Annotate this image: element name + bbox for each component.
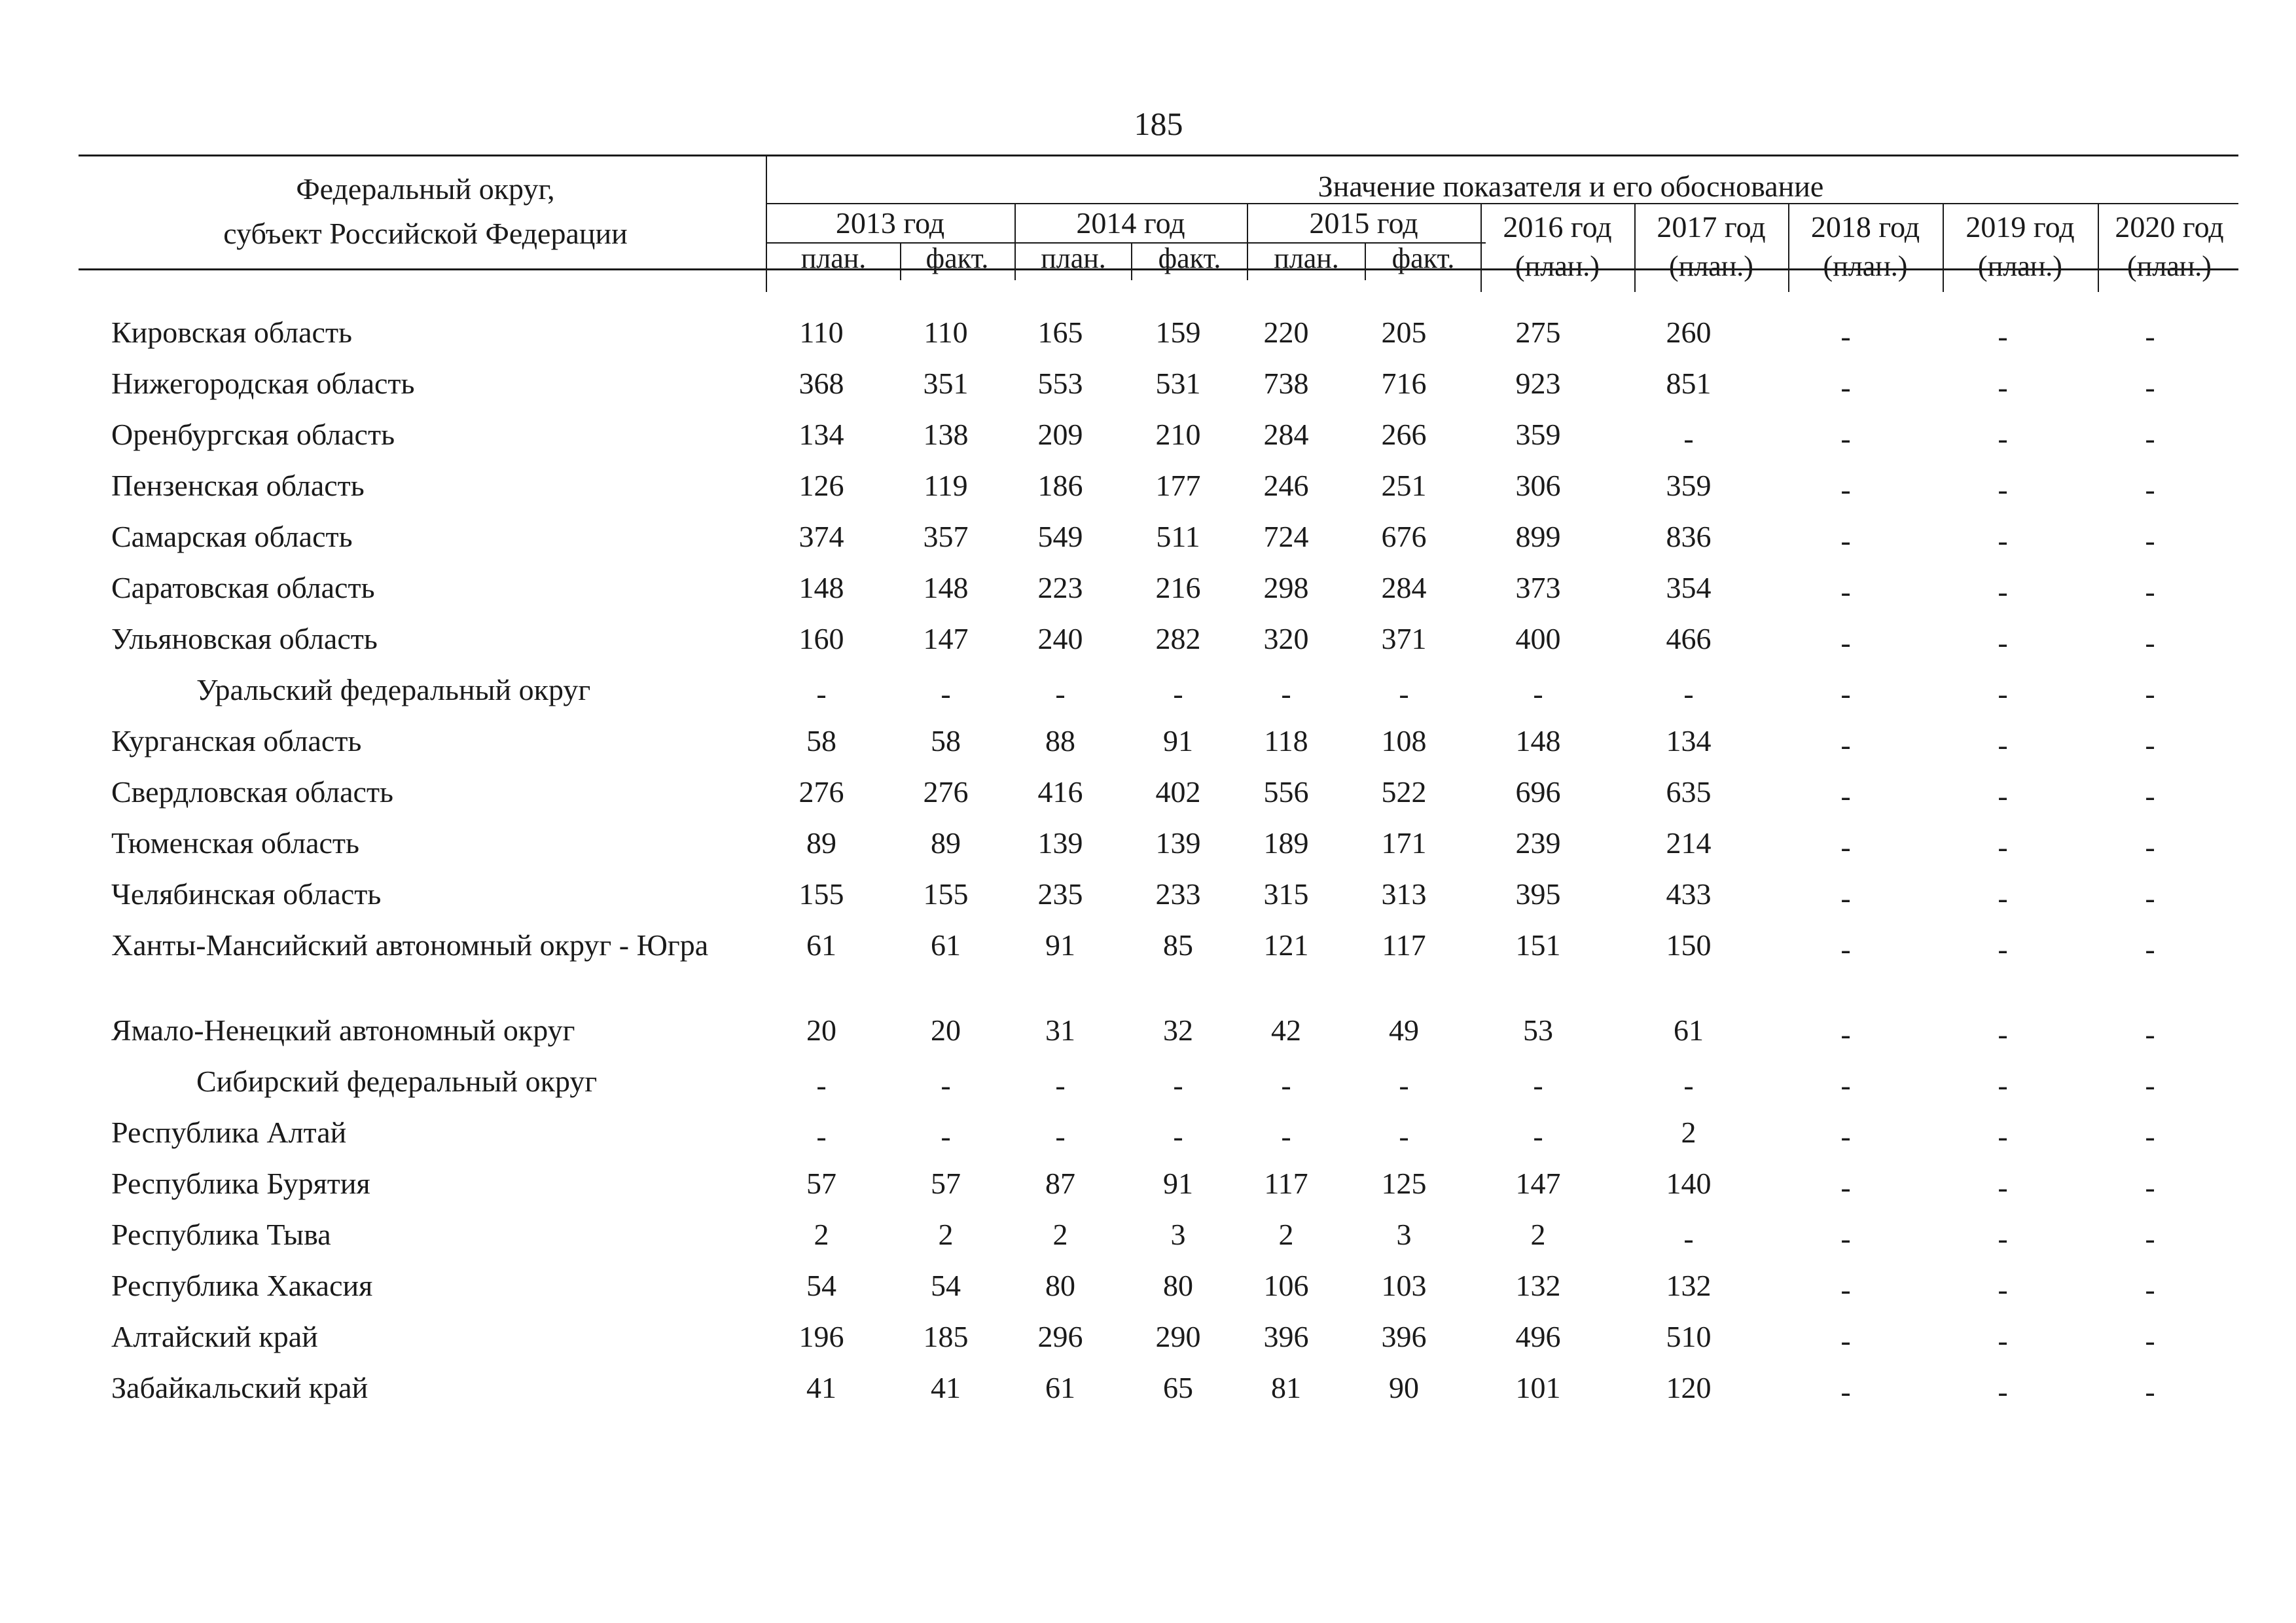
cell-2013-plan: 89 bbox=[806, 826, 836, 860]
cell-2016-plan: - bbox=[1533, 1120, 1543, 1153]
cell-2019-plan: - bbox=[1998, 626, 2008, 659]
cell-2014-fact: - bbox=[1173, 1120, 1183, 1153]
region-name: Алтайский край bbox=[111, 1320, 318, 1353]
region-name: Пензенская область bbox=[111, 469, 365, 502]
cell-2013-plan: 41 bbox=[806, 1371, 836, 1404]
cell-2019-plan: - bbox=[1998, 1273, 2008, 1306]
cell-2015-fact: 103 bbox=[1381, 1269, 1427, 1302]
cell-2019-plan: - bbox=[1998, 1375, 2008, 1408]
cell-2017-plan: - bbox=[1683, 677, 1694, 710]
cell-2015-fact: 3 bbox=[1396, 1218, 1412, 1251]
subheader-2019-plan: (план.) bbox=[1978, 250, 2062, 282]
cell-2018-plan: - bbox=[1840, 932, 1851, 966]
cell-2013-fact: 61 bbox=[931, 928, 961, 962]
cell-2019-plan: - bbox=[1998, 575, 2008, 608]
cell-2017-plan: 150 bbox=[1666, 928, 1712, 962]
cell-2020-plan: - bbox=[2145, 1017, 2155, 1051]
cell-2020-plan: - bbox=[2145, 1273, 2155, 1306]
cell-2013-fact: 110 bbox=[924, 316, 968, 349]
cell-2015-fact: 251 bbox=[1381, 469, 1427, 502]
subheader-2017-plan: (план.) bbox=[1669, 250, 1753, 282]
cell-2015-plan: 315 bbox=[1263, 877, 1309, 911]
cell-2018-plan: - bbox=[1840, 728, 1851, 761]
cell-2016-plan: 496 bbox=[1515, 1320, 1561, 1353]
cell-2018-plan: - bbox=[1840, 881, 1851, 915]
cell-2018-plan: - bbox=[1840, 779, 1851, 812]
cell-2018-plan: - bbox=[1840, 422, 1851, 455]
cell-2017-plan: 2 bbox=[1681, 1116, 1696, 1149]
cell-2015-fact: 396 bbox=[1381, 1320, 1427, 1353]
cell-2017-plan: - bbox=[1683, 422, 1694, 455]
cell-2020-plan: - bbox=[2145, 319, 2155, 353]
cell-2015-fact: 90 bbox=[1389, 1371, 1419, 1404]
cell-2013-fact: 138 bbox=[923, 418, 969, 451]
cell-2019-plan: - bbox=[1998, 524, 2008, 557]
year-2017-header: 2017 год bbox=[1657, 210, 1766, 244]
region-name: Саратовская область bbox=[111, 571, 375, 604]
cell-2014-fact: 32 bbox=[1163, 1013, 1193, 1047]
cell-2020-plan: - bbox=[2145, 677, 2155, 710]
subheader-2014-plan: план. bbox=[1041, 242, 1106, 274]
cell-2014-fact: 177 bbox=[1155, 469, 1201, 502]
cell-2013-plan: 20 bbox=[806, 1013, 836, 1047]
cell-2015-fact: 171 bbox=[1381, 826, 1427, 860]
cell-2014-fact: 85 bbox=[1163, 928, 1193, 962]
cell-2016-plan: 147 bbox=[1515, 1167, 1561, 1200]
cell-2015-plan: 298 bbox=[1263, 571, 1309, 604]
cell-2020-plan: - bbox=[2145, 1324, 2155, 1357]
cell-2016-plan: 2 bbox=[1530, 1218, 1546, 1251]
cell-2017-plan: - bbox=[1683, 1068, 1694, 1102]
region-column-header-line1: Федеральный округ, bbox=[296, 172, 555, 206]
header-top-rule bbox=[79, 155, 2238, 156]
cell-2017-plan: 433 bbox=[1666, 877, 1712, 911]
cell-2016-plan: - bbox=[1533, 1068, 1543, 1102]
cell-2014-fact: 210 bbox=[1155, 418, 1201, 451]
cell-2015-fact: 49 bbox=[1389, 1013, 1419, 1047]
cell-2019-plan: - bbox=[1998, 319, 2008, 353]
cell-2015-fact: 716 bbox=[1381, 367, 1427, 400]
region-name: Республика Хакасия bbox=[111, 1269, 373, 1302]
cell-2015-plan: 246 bbox=[1263, 469, 1309, 502]
year-2015-header: 2015 год bbox=[1309, 206, 1418, 240]
cell-2018-plan: - bbox=[1840, 1375, 1851, 1408]
cell-2015-fact: 522 bbox=[1381, 775, 1427, 809]
cell-2018-plan: - bbox=[1840, 1273, 1851, 1306]
cell-2020-plan: - bbox=[2145, 422, 2155, 455]
cell-2013-plan: - bbox=[816, 1120, 827, 1153]
region-name: Самарская область bbox=[111, 520, 353, 553]
cell-2014-fact: 65 bbox=[1163, 1371, 1193, 1404]
cell-2019-plan: - bbox=[1998, 677, 2008, 710]
region-name: Нижегородская область bbox=[111, 367, 415, 400]
cell-2015-fact: 266 bbox=[1381, 418, 1427, 451]
cell-2014-fact: 282 bbox=[1155, 622, 1201, 655]
region-name: Свердловская область bbox=[111, 775, 394, 809]
subheader-2013-plan: план. bbox=[800, 242, 867, 274]
cell-2016-plan: 359 bbox=[1515, 418, 1561, 451]
cell-2016-plan: 151 bbox=[1515, 928, 1561, 962]
cell-2014-plan: 61 bbox=[1045, 1371, 1075, 1404]
cell-2014-plan: 91 bbox=[1045, 928, 1075, 962]
cell-2013-plan: 276 bbox=[798, 775, 844, 809]
cell-2014-fact: 511 bbox=[1156, 520, 1200, 553]
cell-2014-plan: 31 bbox=[1045, 1013, 1075, 1047]
cell-2018-plan: - bbox=[1840, 830, 1851, 864]
cell-2014-plan: 80 bbox=[1045, 1269, 1075, 1302]
page-number: 185 bbox=[1134, 105, 1183, 142]
cell-2019-plan: - bbox=[1998, 1222, 2008, 1255]
cell-2018-plan: - bbox=[1840, 677, 1851, 710]
cell-2014-plan: - bbox=[1055, 1120, 1066, 1153]
cell-2013-plan: - bbox=[816, 1068, 827, 1102]
cell-2020-plan: - bbox=[2145, 1068, 2155, 1102]
region-name: Кировская область bbox=[111, 316, 353, 349]
cell-2016-plan: 696 bbox=[1515, 775, 1561, 809]
cell-2016-plan: 239 bbox=[1515, 826, 1561, 860]
cell-2014-plan: - bbox=[1055, 1068, 1066, 1102]
cell-2015-plan: - bbox=[1281, 677, 1291, 710]
cell-2013-fact: 147 bbox=[923, 622, 969, 655]
cell-2020-plan: - bbox=[2145, 881, 2155, 915]
cell-2018-plan: - bbox=[1840, 1120, 1851, 1153]
subheader-2020-plan: (план.) bbox=[2127, 250, 2212, 282]
cell-2019-plan: - bbox=[1998, 1068, 2008, 1102]
cell-2016-plan: 148 bbox=[1515, 724, 1561, 757]
cell-2013-plan: 54 bbox=[806, 1269, 836, 1302]
cell-2020-plan: - bbox=[2145, 932, 2155, 966]
year-2020-header: 2020 год bbox=[2115, 210, 2224, 244]
cell-2019-plan: - bbox=[1998, 830, 2008, 864]
cell-2015-fact: 117 bbox=[1382, 928, 1426, 962]
cell-2014-plan: 553 bbox=[1037, 367, 1083, 400]
region-name: Ямало-Ненецкий автономный округ bbox=[111, 1013, 575, 1047]
cell-2014-fact: 91 bbox=[1163, 1167, 1193, 1200]
subheader-2016-plan: (план.) bbox=[1515, 250, 1600, 282]
cell-2014-fact: 139 bbox=[1155, 826, 1201, 860]
cell-2015-plan: 556 bbox=[1263, 775, 1309, 809]
cell-2013-fact: 41 bbox=[931, 1371, 961, 1404]
cell-2013-fact: - bbox=[941, 677, 951, 710]
cell-2018-plan: - bbox=[1840, 319, 1851, 353]
cell-2014-fact: 531 bbox=[1155, 367, 1201, 400]
cell-2014-plan: 87 bbox=[1045, 1167, 1075, 1200]
cell-2015-plan: 738 bbox=[1263, 367, 1309, 400]
cell-2015-fact: 676 bbox=[1381, 520, 1427, 553]
cell-2020-plan: - bbox=[2145, 524, 2155, 557]
cell-2017-plan: 354 bbox=[1666, 571, 1712, 604]
cell-2015-fact: 205 bbox=[1381, 316, 1427, 349]
cell-2014-fact: 402 bbox=[1155, 775, 1201, 809]
cell-2015-fact: 371 bbox=[1381, 622, 1427, 655]
cell-2016-plan: 306 bbox=[1515, 469, 1561, 502]
cell-2019-plan: - bbox=[1998, 779, 2008, 812]
cell-2018-plan: - bbox=[1840, 473, 1851, 506]
cell-2015-fact: 284 bbox=[1381, 571, 1427, 604]
cell-2015-plan: 117 bbox=[1264, 1167, 1308, 1200]
cell-2019-plan: - bbox=[1998, 881, 2008, 915]
cell-2015-plan: 106 bbox=[1263, 1269, 1309, 1302]
cell-2017-plan: 260 bbox=[1666, 316, 1712, 349]
cell-2020-plan: - bbox=[2145, 473, 2155, 506]
cell-2013-fact: 185 bbox=[923, 1320, 969, 1353]
cell-2018-plan: - bbox=[1840, 575, 1851, 608]
cell-2017-plan: 214 bbox=[1666, 826, 1712, 860]
cell-2015-fact: - bbox=[1399, 1120, 1409, 1153]
cell-2013-plan: 126 bbox=[798, 469, 844, 502]
cell-2017-plan: 635 bbox=[1666, 775, 1712, 809]
district-name: Сибирский федеральный округ bbox=[196, 1065, 598, 1098]
cell-2013-fact: - bbox=[941, 1120, 951, 1153]
cell-2018-plan: - bbox=[1840, 1324, 1851, 1357]
cell-2014-fact: - bbox=[1173, 1068, 1183, 1102]
region-name: Республика Бурятия bbox=[111, 1167, 370, 1200]
cell-2016-plan: 400 bbox=[1515, 622, 1561, 655]
cell-2019-plan: - bbox=[1998, 1017, 2008, 1051]
subheader-2018-plan: (план.) bbox=[1823, 250, 1908, 282]
cell-2015-plan: 220 bbox=[1263, 316, 1309, 349]
cell-2020-plan: - bbox=[2145, 1120, 2155, 1153]
cell-2018-plan: - bbox=[1840, 1068, 1851, 1102]
cell-2013-plan: 58 bbox=[806, 724, 836, 757]
year-2014-header: 2014 год bbox=[1076, 206, 1185, 240]
region-name: Челябинская область bbox=[111, 877, 382, 911]
district-name: Уральский федеральный округ bbox=[196, 673, 591, 706]
cell-2018-plan: - bbox=[1840, 1017, 1851, 1051]
cell-2017-plan: 61 bbox=[1674, 1013, 1704, 1047]
cell-2013-fact: 351 bbox=[923, 367, 969, 400]
cell-2016-plan: 923 bbox=[1515, 367, 1561, 400]
cell-2015-plan: 2 bbox=[1278, 1218, 1294, 1251]
cell-2017-plan: 466 bbox=[1666, 622, 1712, 655]
cell-2017-plan: 120 bbox=[1666, 1371, 1712, 1404]
cell-2016-plan: 373 bbox=[1515, 571, 1561, 604]
cell-2013-plan: 160 bbox=[798, 622, 844, 655]
cell-2016-plan: 395 bbox=[1515, 877, 1561, 911]
cell-2015-plan: 121 bbox=[1263, 928, 1309, 962]
cell-2013-plan: 374 bbox=[798, 520, 844, 553]
region-name: Тюменская область bbox=[111, 826, 359, 860]
cell-2013-fact: 2 bbox=[938, 1218, 954, 1251]
cell-2020-plan: - bbox=[2145, 728, 2155, 761]
cell-2015-plan: 320 bbox=[1263, 622, 1309, 655]
cell-2014-plan: 549 bbox=[1037, 520, 1083, 553]
cell-2013-fact: 58 bbox=[931, 724, 961, 757]
cell-2016-plan: 899 bbox=[1515, 520, 1561, 553]
cell-2020-plan: - bbox=[2145, 575, 2155, 608]
cell-2014-fact: - bbox=[1173, 677, 1183, 710]
region-name: Республика Тыва bbox=[111, 1218, 331, 1251]
cell-2014-plan: 209 bbox=[1037, 418, 1083, 451]
cell-2019-plan: - bbox=[1998, 1171, 2008, 1204]
cell-2017-plan: 359 bbox=[1666, 469, 1712, 502]
cell-2018-plan: - bbox=[1840, 626, 1851, 659]
year-2016-header: 2016 год bbox=[1503, 210, 1612, 244]
cell-2013-fact: 57 bbox=[931, 1167, 961, 1200]
cell-2014-plan: 296 bbox=[1037, 1320, 1083, 1353]
cell-2020-plan: - bbox=[2145, 626, 2155, 659]
cell-2017-plan: 134 bbox=[1666, 724, 1712, 757]
cell-2015-fact: 125 bbox=[1381, 1167, 1427, 1200]
region-name: Ульяновская область bbox=[111, 622, 378, 655]
cell-2013-fact: 20 bbox=[931, 1013, 961, 1047]
cell-2020-plan: - bbox=[2145, 830, 2155, 864]
cell-2019-plan: - bbox=[1998, 371, 2008, 404]
cell-2013-fact: 276 bbox=[923, 775, 969, 809]
cell-2014-plan: 223 bbox=[1037, 571, 1083, 604]
cell-2013-plan: 110 bbox=[799, 316, 844, 349]
cell-2014-fact: 91 bbox=[1163, 724, 1193, 757]
cell-2017-plan: 851 bbox=[1666, 367, 1712, 400]
cell-2013-plan: 2 bbox=[814, 1218, 829, 1251]
cell-2015-plan: - bbox=[1281, 1068, 1291, 1102]
cell-2016-plan: 53 bbox=[1523, 1013, 1553, 1047]
cell-2016-plan: 132 bbox=[1515, 1269, 1561, 1302]
cell-2013-fact: 54 bbox=[931, 1269, 961, 1302]
cell-2014-plan: - bbox=[1055, 677, 1066, 710]
cell-2016-plan: - bbox=[1533, 677, 1543, 710]
cell-2013-fact: 155 bbox=[923, 877, 969, 911]
cell-2013-fact: 89 bbox=[931, 826, 961, 860]
cell-2013-fact: 357 bbox=[923, 520, 969, 553]
cell-2013-plan: 155 bbox=[798, 877, 844, 911]
cell-2014-plan: 416 bbox=[1037, 775, 1083, 809]
region-name: Забайкальский край bbox=[111, 1371, 368, 1404]
subheader-2013-fact: факт. bbox=[925, 242, 989, 274]
group-title: Значение показателя и его обоснование bbox=[1318, 170, 1824, 203]
cell-2013-plan: 57 bbox=[806, 1167, 836, 1200]
region-name: Курганская область bbox=[111, 724, 362, 757]
cell-2017-plan: 510 bbox=[1666, 1320, 1712, 1353]
cell-2018-plan: - bbox=[1840, 1222, 1851, 1255]
cell-2014-fact: 80 bbox=[1163, 1269, 1193, 1302]
subheader-2015-plan: план. bbox=[1274, 242, 1339, 274]
cell-2015-plan: 42 bbox=[1271, 1013, 1301, 1047]
cell-2020-plan: - bbox=[2145, 779, 2155, 812]
cell-2019-plan: - bbox=[1998, 1120, 2008, 1153]
cell-2014-plan: 88 bbox=[1045, 724, 1075, 757]
cell-2013-fact: 119 bbox=[924, 469, 968, 502]
cell-2015-fact: - bbox=[1399, 677, 1409, 710]
cell-2020-plan: - bbox=[2145, 1222, 2155, 1255]
cell-2013-plan: - bbox=[816, 677, 827, 710]
cell-2018-plan: - bbox=[1840, 524, 1851, 557]
year-2019-header: 2019 год bbox=[1965, 210, 2075, 244]
cell-2014-fact: 233 bbox=[1155, 877, 1201, 911]
cell-2015-plan: 284 bbox=[1263, 418, 1309, 451]
subheader-2014-fact: факт. bbox=[1158, 242, 1221, 274]
cell-2016-plan: 101 bbox=[1515, 1371, 1561, 1404]
cell-2015-plan: 118 bbox=[1264, 724, 1308, 757]
region-name: Республика Алтай bbox=[111, 1116, 347, 1149]
cell-2017-plan: 140 bbox=[1666, 1167, 1712, 1200]
cell-2013-fact: 148 bbox=[923, 571, 969, 604]
cell-2020-plan: - bbox=[2145, 1171, 2155, 1204]
cell-2015-fact: - bbox=[1399, 1068, 1409, 1102]
cell-2013-plan: 148 bbox=[798, 571, 844, 604]
cell-2015-plan: 396 bbox=[1263, 1320, 1309, 1353]
cell-2018-plan: - bbox=[1840, 1171, 1851, 1204]
cell-2013-fact: - bbox=[941, 1068, 951, 1102]
cell-2019-plan: - bbox=[1998, 728, 2008, 761]
cell-2014-plan: 235 bbox=[1037, 877, 1083, 911]
year-2018-header: 2018 год bbox=[1810, 210, 1920, 244]
cell-2020-plan: - bbox=[2145, 1375, 2155, 1408]
cell-2013-plan: 368 bbox=[798, 367, 844, 400]
year-2013-header: 2013 год bbox=[835, 206, 945, 240]
cell-2015-fact: 313 bbox=[1381, 877, 1427, 911]
cell-2014-fact: 3 bbox=[1170, 1218, 1186, 1251]
cell-2019-plan: - bbox=[1998, 473, 2008, 506]
cell-2014-fact: 216 bbox=[1155, 571, 1201, 604]
cell-2018-plan: - bbox=[1840, 371, 1851, 404]
region-column-header-line2: субъект Российской Федерации bbox=[223, 217, 628, 250]
subheader-2015-fact: факт. bbox=[1391, 242, 1455, 274]
cell-2020-plan: - bbox=[2145, 371, 2155, 404]
cell-2015-fact: 108 bbox=[1381, 724, 1427, 757]
cell-2014-plan: 240 bbox=[1037, 622, 1083, 655]
cell-2014-plan: 139 bbox=[1037, 826, 1083, 860]
cell-2015-plan: 724 bbox=[1263, 520, 1309, 553]
cell-2019-plan: - bbox=[1998, 932, 2008, 966]
cell-2013-plan: 196 bbox=[798, 1320, 844, 1353]
cell-2013-plan: 134 bbox=[798, 418, 844, 451]
cell-2019-plan: - bbox=[1998, 1324, 2008, 1357]
cell-2015-plan: - bbox=[1281, 1120, 1291, 1153]
table-header bbox=[0, 0, 2296, 301]
cell-2016-plan: 275 bbox=[1515, 316, 1561, 349]
cell-2014-plan: 186 bbox=[1037, 469, 1083, 502]
cell-2014-plan: 2 bbox=[1052, 1218, 1068, 1251]
region-name: Ханты-Мансийский автономный округ - Югра bbox=[111, 928, 709, 962]
cell-2013-plan: 61 bbox=[806, 928, 836, 962]
cell-2017-plan: - bbox=[1683, 1222, 1694, 1255]
cell-2014-plan: 165 bbox=[1037, 316, 1083, 349]
cell-2014-fact: 290 bbox=[1155, 1320, 1201, 1353]
cell-2015-plan: 189 bbox=[1263, 826, 1309, 860]
cell-2014-fact: 159 bbox=[1155, 316, 1201, 349]
cell-2019-plan: - bbox=[1998, 422, 2008, 455]
cell-2015-plan: 81 bbox=[1271, 1371, 1301, 1404]
cell-2017-plan: 132 bbox=[1666, 1269, 1712, 1302]
cell-2017-plan: 836 bbox=[1666, 520, 1712, 553]
region-name: Оренбургская область bbox=[111, 418, 395, 451]
